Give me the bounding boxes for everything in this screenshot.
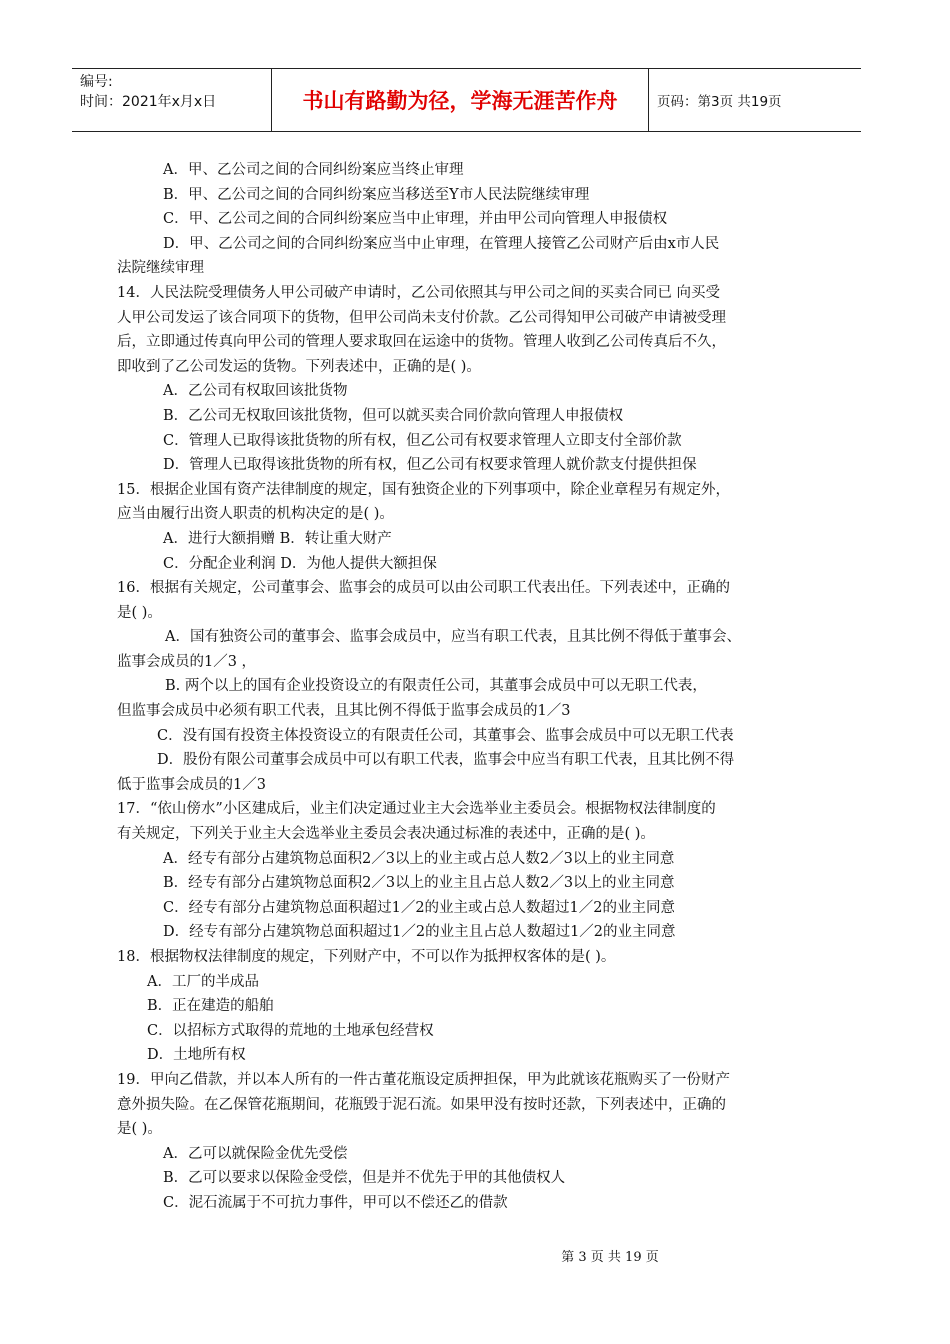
- text-line: B. 两个以上的国有企业投资设立的有限责任公司，其董事会成员中可以无职工代表，: [165, 678, 707, 695]
- text-line: A．乙公司有权取回该批货物: [163, 383, 348, 400]
- text-line: 18．根据物权法律制度的规定，下列财产中，不可以作为抵押权客体的是( )。: [117, 949, 616, 965]
- text-line: 15．根据企业国有资产法律制度的规定，国有独资企业的下列事项中，除企业章程另有规定外，: [117, 481, 730, 498]
- text-line: 是( )。: [117, 1121, 162, 1138]
- text-line: D．经专有部分占建筑物总面积超过1／2的业主且占总人数超过1／2的业主同意: [163, 924, 676, 941]
- text-line: C．管理人已取得该批货物的所有权，但乙公司有权要求管理人立即支付全部价款: [163, 432, 682, 449]
- header-page-info: 页码：第3页 共19页: [657, 94, 782, 110]
- document-date-label: 时间：2021年x月x日: [80, 94, 217, 110]
- text-line: 法院继续审理: [117, 260, 204, 277]
- text-line: 是( )。: [117, 604, 162, 621]
- text-line: B．乙公司无权取回该批货物，但可以就买卖合同价款向管理人申报债权: [163, 407, 624, 424]
- text-line: 低于监事会成员的1／3: [117, 776, 266, 793]
- text-line: C．分配企业利润 D．为他人提供大额担保: [163, 555, 437, 572]
- text-line: 16．根据有关规定，公司董事会、监事会的成员可以由公司职工代表出任。下列表述中，正确的: [117, 580, 730, 597]
- text-line: 但监事会成员中必须有职工代表，且其比例不得低于监事会成员的1／3: [117, 703, 571, 720]
- text-line: D．管理人已取得该批货物的所有权，但乙公司有权要求管理人就价款支付提供担保: [163, 457, 697, 474]
- text-line: B．正在建造的船舶: [147, 998, 274, 1015]
- text-line: 即收到了乙公司发运的货物。下列表述中，正确的是( )。: [117, 358, 481, 375]
- text-line: A．甲、乙公司之间的合同纠纷案应当终止审理: [163, 162, 464, 178]
- text-line: C．泥石流属于不可抗力事件，甲可以不偿还乙的借款: [163, 1194, 508, 1211]
- text-line: 有关规定，下列关于业主大会选举业主委员会表决通过标准的表述中，正确的是( )。: [117, 826, 655, 843]
- text-line: B．经专有部分占建筑物总面积2／3以上的业主且占总人数2／3以上的业主同意: [163, 875, 675, 892]
- text-line: A．进行大额捐赠 B．转让重大财产: [163, 530, 392, 547]
- text-line: D．甲、乙公司之间的合同纠纷案应当中止审理，在管理人接管乙公司财产后由x市人民: [163, 235, 720, 252]
- text-line: 应当由履行出资人职责的机构决定的是( )。: [117, 506, 394, 523]
- text-line: C．甲、乙公司之间的合同纠纷案应当中止审理，并由甲公司向管理人申报债权: [163, 211, 668, 228]
- document-number-label: 编号:: [80, 74, 113, 90]
- text-line: B．甲、乙公司之间的合同纠纷案应当移送至Y市人民法院继续审理: [163, 186, 590, 203]
- text-line: D．股份有限公司董事会成员中可以有职工代表，监事会中应当有职工代表，且其比例不得: [157, 752, 735, 769]
- text-line: 19．甲向乙借款，并以本人所有的一件古董花瓶设定质押担保，甲为此就该花瓶购买了一份财产: [117, 1071, 730, 1088]
- text-line: C．没有国有投资主体投资设立的有限责任公司，其董事会、监事会成员中可以无职工代表: [157, 727, 734, 744]
- text-line: 17．“依山傍水”小区建成后，业主们决定通过业主大会选举业主委员会。根据物权法律制度的: [117, 801, 716, 818]
- text-line: A．国有独资公司的董事会、监事会成员中，应当有职工代表，且其比例不得低于董事会、: [165, 629, 741, 646]
- text-line: 14．人民法院受理债务人甲公司破产申请时，乙公司依照其与甲公司之间的买卖合同已 向买受: [117, 284, 721, 301]
- document-body: [117, 158, 823, 1216]
- text-line: B．乙可以要求以保险金受偿，但是并不优先于甲的其他债权人: [163, 1170, 566, 1187]
- text-line: 意外损失险。在乙保管花瓶期间，花瓶毁于泥石流。如果甲没有按时还款，下列表述中，正确的: [117, 1096, 726, 1113]
- header-meta: [72, 69, 272, 131]
- text-line: D．土地所有权: [147, 1047, 246, 1064]
- text-line: C．以招标方式取得的荒地的土地承包经营权: [147, 1022, 434, 1039]
- text-line: C．经专有部分占建筑物总面积超过1／2的业主或占总人数超过1／2的业主同意: [163, 899, 675, 916]
- header-motto: 书山有路勤为径，学海无涯苦作舟: [272, 69, 649, 131]
- text-line: 监事会成员的1／3 ，: [117, 653, 257, 670]
- text-line: A．乙可以就保险金优先受偿: [163, 1145, 348, 1162]
- text-line: 后，立即通过传真向甲公司的管理人要求取回在运途中的货物。管理人收到乙公司传真后不久，: [117, 334, 726, 351]
- text-line: A．工厂的半成品: [147, 973, 259, 990]
- text-line: A．经专有部分占建筑物总面积2／3以上的业主或占总人数2／3以上的业主同意: [163, 850, 675, 867]
- text-line: 人甲公司发运了该合同项下的货物，但甲公司尚未支付价款。乙公司得知甲公司破产申请被受理: [117, 309, 726, 326]
- page-footer: 第 3 页 共 19 页: [561, 1250, 659, 1265]
- document-header: [72, 68, 861, 132]
